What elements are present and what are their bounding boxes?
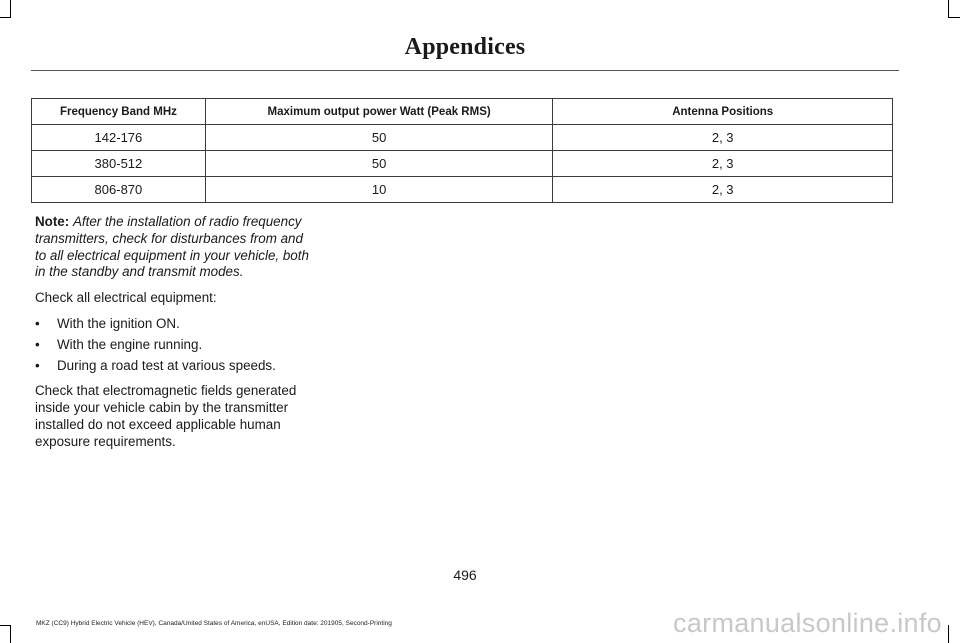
bullet-list	[35, 316, 313, 374]
header-divider	[31, 70, 899, 71]
table-header-row	[32, 99, 893, 125]
table-cell: 50	[205, 125, 553, 151]
list-item-text: With the ignition ON.	[57, 315, 180, 331]
page-title: Appendices	[404, 34, 526, 60]
table-cell: 10	[205, 177, 553, 203]
table-cell: 2, 3	[553, 125, 893, 151]
bullet-glyph: •	[35, 336, 40, 352]
bullet-glyph: •	[35, 357, 40, 373]
crop-mark-bottom-left-v	[10, 625, 11, 643]
table-cell: 2, 3	[553, 151, 893, 177]
table-row	[32, 125, 893, 151]
frequency-table	[31, 98, 893, 203]
list-item-text: During a road test at various speeds.	[57, 357, 276, 373]
bullet-glyph: •	[35, 315, 40, 331]
table-cell: 806-870	[32, 177, 206, 203]
note-paragraph	[35, 214, 313, 281]
crop-mark-top-right-v	[948, 0, 949, 18]
list-item	[35, 316, 313, 333]
crop-mark-top-left-v	[10, 0, 11, 18]
footer-edition-info: MKZ (CC9) Hybrid Electric Vehicle (HEV), Canada/United States of America, enUSA, Edition date: 201905, Second-Printing	[36, 620, 392, 627]
list-item	[35, 358, 313, 375]
body-text	[35, 214, 313, 460]
crop-mark-bottom-left-h	[0, 625, 11, 626]
table-row	[32, 151, 893, 177]
list-item-text: With the engine running.	[57, 336, 203, 352]
closing-paragraph: Check that electromagnetic fields generated inside your vehicle cabin by the transmitter installed do not exceed applicable human exposure requirements.	[35, 383, 297, 449]
table-row	[32, 177, 893, 203]
column-header-antenna: Antenna Positions	[553, 99, 893, 125]
list-item	[35, 337, 313, 354]
table-cell: 142-176	[32, 125, 206, 151]
crop-mark-top-left-h	[0, 17, 11, 18]
note-text: After the installation of radio frequency transmitters, check for disturbances from and to all electrical equipment in your vehicle, both in the standby and transmit modes.	[35, 214, 309, 280]
column-header-frequency: Frequency Band MHz	[32, 99, 206, 125]
crop-mark-top-right-h	[948, 17, 960, 18]
column-header-power: Maximum output power Watt (Peak RMS)	[205, 99, 553, 125]
table-cell: 2, 3	[553, 177, 893, 203]
table-cell: 380-512	[32, 151, 206, 177]
crop-mark-bottom-right-v	[948, 625, 949, 643]
note-label: Note:	[35, 214, 70, 229]
table-cell: 50	[205, 151, 553, 177]
check-intro: Check all electrical equipment:	[35, 290, 217, 306]
page-number: 496	[453, 567, 477, 583]
watermark: carmanualsonline.info	[673, 608, 942, 638]
